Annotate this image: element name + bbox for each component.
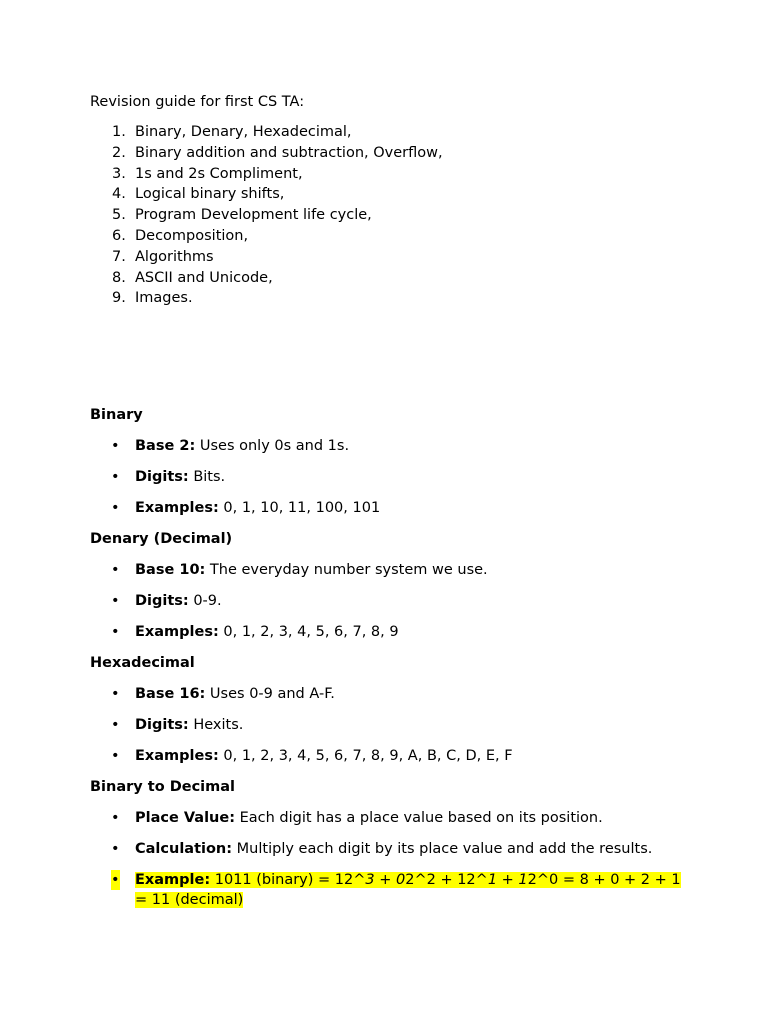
topic-item <box>90 288 690 309</box>
topic-number: 3. <box>112 165 126 182</box>
bullet-term: Base 16: <box>135 686 206 703</box>
bullet-text: Hexits. <box>188 717 244 734</box>
bullet-icon: • <box>111 624 120 641</box>
bullet-term: Place Value: <box>135 810 235 827</box>
topic-label: Binary, Denary, Hexadecimal, <box>135 124 352 140</box>
bullet-list <box>90 808 690 910</box>
topic-number: 8. <box>112 269 126 286</box>
topic-number: 1. <box>112 124 126 140</box>
bullet-term: Examples: <box>135 500 219 517</box>
section-title: Hexadecimal <box>90 655 195 672</box>
bullet-icon: • <box>111 686 120 703</box>
bullet-text: 0, 1, 2, 3, 4, 5, 6, 7, 8, 9, A, B, C, D, E, F <box>218 748 513 765</box>
bullet-item <box>90 684 690 704</box>
intro-line: Revision guide for first CS TA: <box>90 94 305 110</box>
bullet-term: Base 2: <box>135 438 196 455</box>
topic-label: Images. <box>135 290 193 307</box>
topic-label: Binary addition and subtraction, Overflow, <box>135 144 443 161</box>
topic-item <box>90 247 690 268</box>
topic-number: 9. <box>112 290 126 307</box>
bullet-list <box>90 684 690 766</box>
bullet-icon: • <box>111 438 120 455</box>
bullet-item <box>90 591 690 611</box>
topic-number: 7. <box>112 248 126 265</box>
bullet-text: 0, 1, 10, 11, 100, 101 <box>218 500 381 517</box>
bullet-text: Multiply each digit by its place value and add the results. <box>232 841 653 858</box>
bullet-text: 0, 1, 2, 3, 4, 5, 6, 7, 8, 9 <box>218 624 399 641</box>
example-text-1: 1011 (binary) = 12^ <box>210 872 366 889</box>
bullet-text: 0-9. <box>188 593 222 610</box>
topic-label: ASCII and Unicode, <box>135 269 273 286</box>
document-page <box>90 92 690 921</box>
topic-number: 2. <box>112 144 126 161</box>
bullet-item <box>90 560 690 580</box>
bullet-icon: • <box>111 810 120 827</box>
section-title: Denary (Decimal) <box>90 531 233 548</box>
bullet-item <box>90 467 690 487</box>
section-binary <box>90 405 690 518</box>
topic-label: Logical binary shifts, <box>135 186 285 203</box>
bullet-text: Uses 0-9 and A-F. <box>205 686 335 703</box>
bullet-item <box>90 839 690 859</box>
bullet-icon: • <box>111 562 120 579</box>
topic-label: Decomposition, <box>135 227 249 244</box>
topic-label: 1s and 2s Compliment, <box>135 165 303 182</box>
topic-label: Program Development life cycle, <box>135 207 372 224</box>
section-denary <box>90 529 690 642</box>
bullet-icon: • <box>111 748 120 765</box>
section-hexadecimal <box>90 653 690 766</box>
bullet-list <box>90 436 690 518</box>
topic-item <box>90 205 690 226</box>
section-title: Binary to Decimal <box>90 779 236 796</box>
topics-list <box>90 122 690 309</box>
topic-item <box>90 184 690 205</box>
bullet-item-example <box>90 870 690 910</box>
topic-label: Algorithms <box>135 248 214 265</box>
bullet-text: Bits. <box>188 469 226 486</box>
bullet-icon: • <box>111 469 120 486</box>
bullet-text: Uses only 0s and 1s. <box>195 438 350 455</box>
section-binary-to-decimal <box>90 777 690 910</box>
example-text-2: 3 + 0 <box>365 872 406 889</box>
bullet-item <box>90 808 690 828</box>
topic-number: 5. <box>112 207 126 224</box>
topic-item <box>90 164 690 185</box>
bullet-item <box>90 746 690 766</box>
bullet-list <box>90 560 690 642</box>
example-text-5: 2^0 = 8 + 0 + 2 + 1 = 11 (decimal) <box>135 872 681 909</box>
bullet-icon: • <box>111 872 120 889</box>
bullet-item <box>90 436 690 456</box>
bullet-icon: • <box>111 500 120 517</box>
notes-sections <box>90 405 690 910</box>
bullet-term: Base 10: <box>135 562 206 579</box>
bullet-text: Each digit has a place value based on its position. <box>235 810 603 827</box>
bullet-icon: • <box>111 841 120 858</box>
topic-item <box>90 226 690 247</box>
topic-item <box>90 143 690 164</box>
bullet-term: Examples: <box>135 624 219 641</box>
bullet-item <box>90 715 690 735</box>
bullet-item <box>90 622 690 642</box>
example-text-4: 1 + 1 <box>487 872 528 889</box>
bullet-item <box>90 498 690 518</box>
bullet-term: Digits: <box>135 593 189 610</box>
bullet-term: Digits: <box>135 469 189 486</box>
bullet-text: The everyday number system we use. <box>205 562 488 579</box>
example-text-3: 2^2 + 12^ <box>405 872 488 889</box>
topic-number: 4. <box>112 186 126 203</box>
bullet-term: Calculation: <box>135 841 233 858</box>
bullet-icon: • <box>111 717 120 734</box>
section-title: Binary <box>90 407 143 424</box>
topic-number: 6. <box>112 227 126 244</box>
bullet-term: Digits: <box>135 717 189 734</box>
topic-item <box>90 122 690 143</box>
bullet-term: Examples: <box>135 748 219 765</box>
highlighted-example <box>135 872 681 908</box>
bullet-icon: • <box>111 593 120 610</box>
topic-item <box>90 268 690 289</box>
example-term: Example: <box>135 872 211 889</box>
